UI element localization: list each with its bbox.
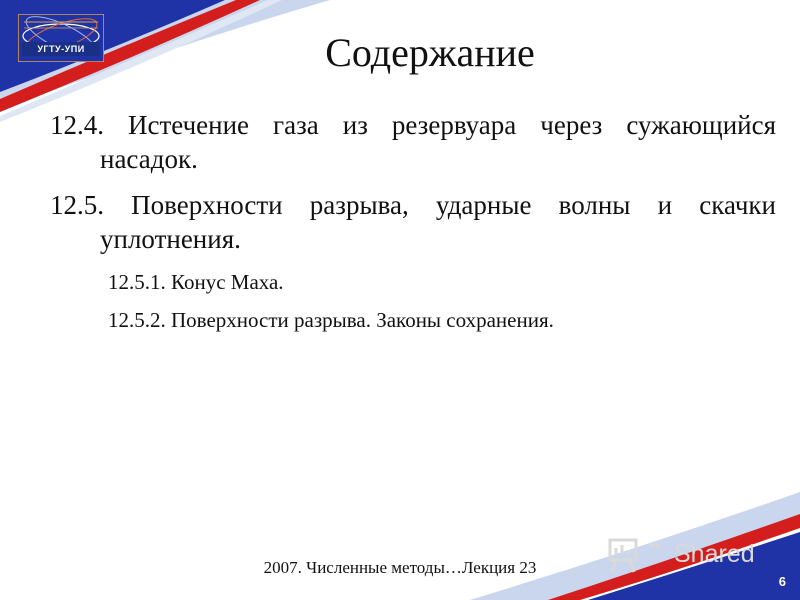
logo-label: УГТУ-УПИ [22, 42, 100, 56]
footer-text: 2007. Численные методы…Лекция 23 [263, 558, 537, 577]
watermark-text: Shared [674, 540, 755, 568]
contents-subitem: 12.5.2. Поверхности разрыва. Законы сохранения. [108, 308, 554, 332]
contents-item: 12.4. Истечение газа из резервуара через сужающийся насадок. [50, 110, 776, 174]
slide-title: Содержание [325, 30, 535, 75]
page-number: 6 [778, 574, 786, 589]
contents-item: 12.5. Поверхности разрыва, ударные волны и скачки уплотнения. [50, 190, 776, 254]
contents-list [50, 108, 776, 344]
contents-subitem: 12.5.1. Конус Маха. [108, 270, 284, 294]
